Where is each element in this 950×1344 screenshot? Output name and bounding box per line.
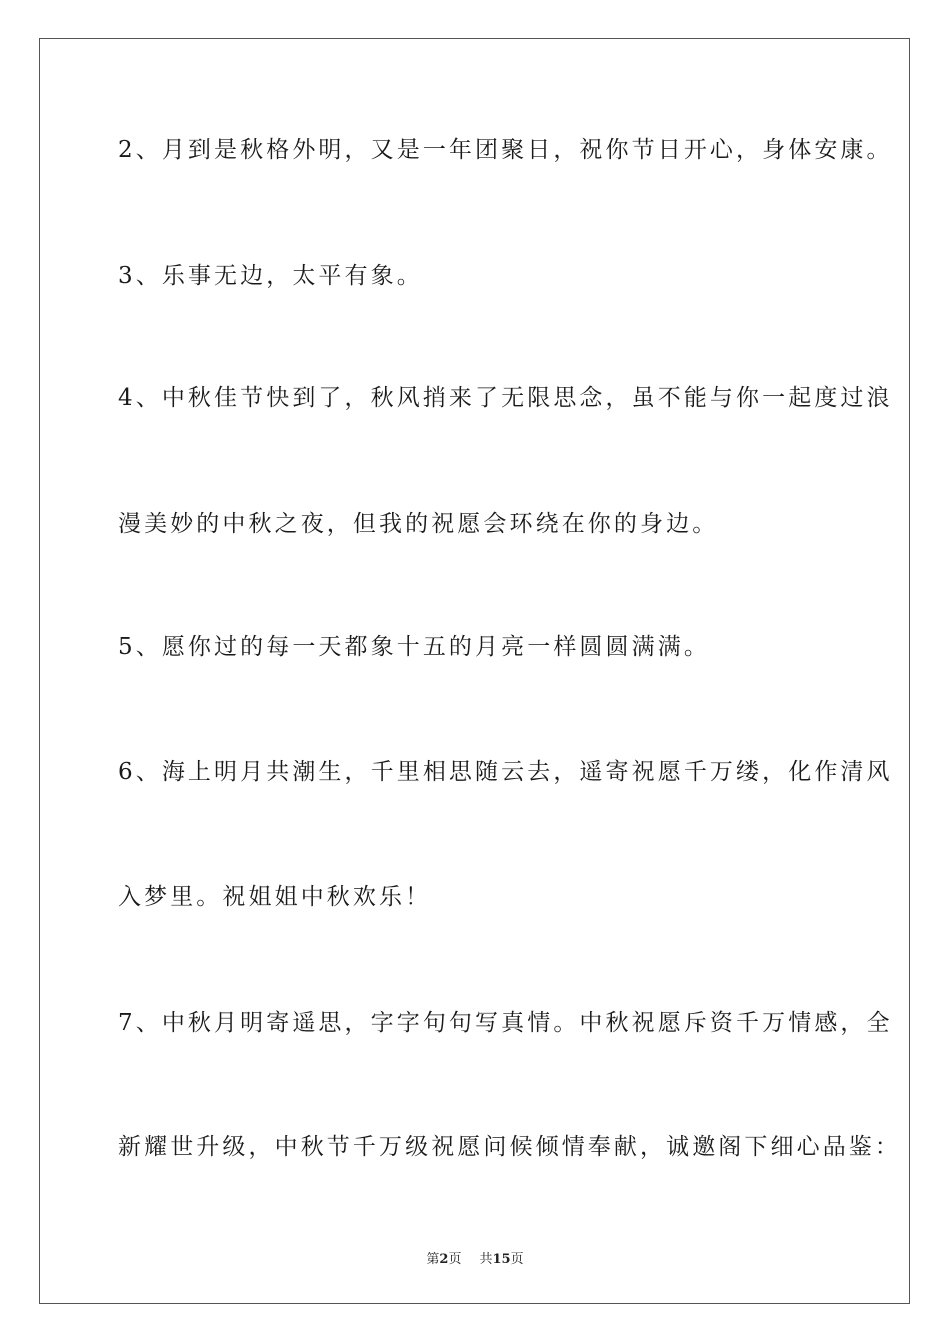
page-footer: [0, 1248, 950, 1267]
total-suffix: 页: [510, 1252, 524, 1267]
text-line: 漫美妙的中秋之夜，但我的祝愿会环绕在你的身边。: [118, 511, 719, 537]
text-line: 7、中秋月明寄遥思，字字句句写真情。中秋祝愿斥资千万情感，全: [118, 1010, 893, 1036]
text-line: 4、中秋佳节快到了，秋风捎来了无限思念，虽不能与你一起度过浪: [118, 385, 893, 411]
page-prefix: 第: [426, 1252, 440, 1267]
total-pages: 15: [492, 1252, 511, 1267]
total-prefix: 共: [479, 1252, 493, 1267]
text-line: 2、月到是秋格外明，又是一年团聚日，祝你节日开心，身体安康。: [118, 137, 893, 163]
text-line: 6、海上明月共潮生，千里相思随云去，遥寄祝愿千万缕，化作清风: [118, 759, 893, 785]
text-line: 3、乐事无边，太平有象。: [118, 263, 423, 289]
page-border: [39, 38, 910, 1304]
page-number: 2: [439, 1252, 449, 1267]
text-line: 新耀世升级，中秋节千万级祝愿问候倾情奉献，诚邀阁下细心品鉴：: [118, 1134, 901, 1160]
text-line: 5、愿你过的每一天都象十五的月亮一样圆圆满满。: [118, 634, 710, 660]
text-line: 入梦里。祝姐姐中秋欢乐！: [118, 884, 432, 910]
page-suffix: 页: [448, 1252, 462, 1267]
